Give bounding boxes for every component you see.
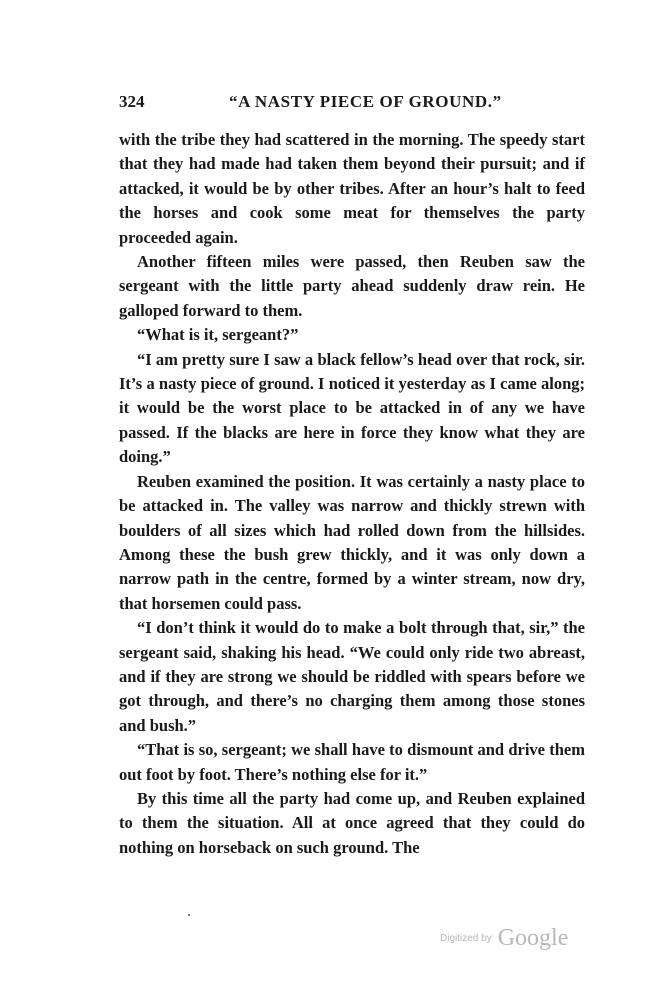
ink-speck [188, 914, 190, 916]
paragraph: “I am pretty sure I saw a black fellow’s head over that rock, sir. It’s a nasty piece of ground. I noticed it yesterday as I came along; it would be the worst place to be attacked in of any we have passed. If the blacks are here in force they know what they are doing.” [119, 349, 585, 467]
page-header [119, 92, 589, 114]
paragraph: “What is it, sergeant?” [137, 325, 299, 345]
page-number: 324 [119, 92, 145, 111]
watermark-prefix: Digitized by [440, 933, 492, 944]
running-title: “A NASTY PIECE OF GROUND.” [229, 92, 502, 111]
google-logo: Google [497, 925, 569, 951]
paragraph: By this time all the party had come up, and Reuben explained to them the situation. All at once agreed that they could do nothing on horseback on such ground. The [119, 788, 585, 857]
paragraph: Reuben examined the position. It was certainly a nasty place to be attacked in. The valley was narrow and thickly strewn with boulders of all sizes which had rolled down from the hillsides. Among these the bush grew thickly, and it was only down a narrow path in the centre, formed by a winter stream, now dry, that horsemen could pass. [119, 471, 585, 613]
paragraph: Another fifteen miles were passed, then Reuben saw the sergeant with the little party ahead suddenly draw rein. He galloped forward to them. [119, 252, 585, 320]
paragraph: “I don’t think it would do to make a bolt through that, sir,” the sergeant said, shaking his head. “We could only ride two abreast, and if they are strong we should be riddled with spears before we got through, and there’s no charging them among those stones and bush.” [119, 618, 585, 735]
paragraph: “That is so, sergeant; we shall have to dismount and drive them out foot by foot. There’s nothing else for it.” [119, 740, 585, 784]
body-text [119, 128, 585, 860]
digitized-watermark [440, 925, 568, 952]
paragraph: with the tribe they had scattered in the morning. The speedy start that they had made had taken them beyond their pursuit; and if attacked, it would be by other tribes. After an hour’s halt to feed the horses and cook some meat for themselves the party proceeded again. [119, 130, 585, 247]
